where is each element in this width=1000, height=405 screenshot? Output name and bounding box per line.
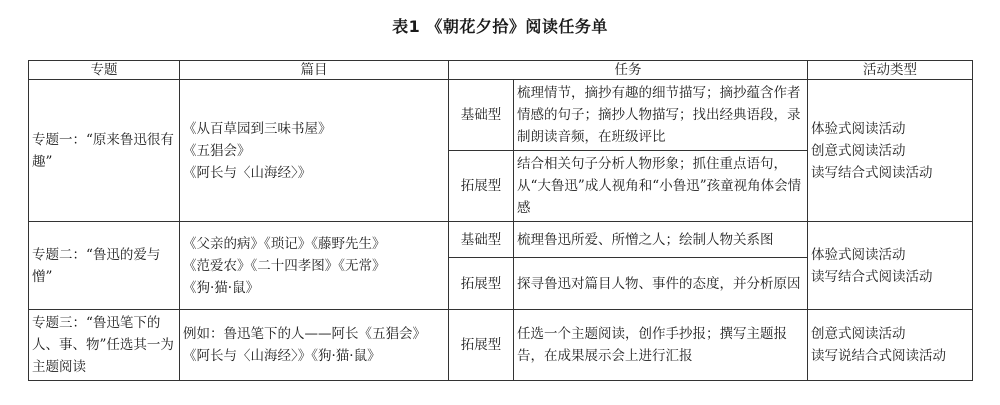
chapter-item: 《狗·猫·鼠》 [183,279,260,296]
activity-item: 读写说结合式阅读活动 [811,348,946,364]
header-chapters: 篇目 [180,61,449,80]
activity-cell [808,222,973,310]
task-type: 拓展型 [449,151,514,222]
chapters-cell: 例如：鲁迅笔下的人——阿长《五猖会》《阿长与〈山海经〉》《狗·猫·鼠》 [180,310,449,381]
header-activity: 活动类型 [808,61,973,80]
header-row [29,61,973,80]
chapter-item: 《阿长与〈山海经〉》 [183,164,312,181]
activity-item: 读写结合式阅读活动 [811,268,933,285]
table-row [29,222,973,258]
task-type: 拓展型 [449,310,514,381]
task-type: 基础型 [449,80,514,151]
chapter-item: 《范爱农》《二十四孝图》《无常》 [183,257,386,274]
activity-cell [808,310,973,381]
activity-item: 体验式阅读活动 [811,120,906,137]
task-table [28,60,973,381]
activity-item: 读写结合式阅读活动 [811,164,933,181]
chapters-cell [180,80,449,222]
task-text: 探寻鲁迅对篇目人物、事件的态度，并分析原因 [514,258,808,310]
chapters-cell [180,222,449,310]
table-row [29,310,973,381]
chapter-item: 《父亲的病》《琐记》《藤野先生》 [183,235,386,252]
chapter-item: 《五猖会》 [183,142,251,159]
task-type: 拓展型 [449,258,514,310]
task-text: 梳理鲁迅所爱、所憎之人；绘制人物关系图 [514,222,808,258]
activity-item: 创意式阅读活动 [811,326,906,342]
activity-item: 创意式阅读活动 [811,142,906,159]
chapter-item: 《从百草园到三味书屋》 [183,120,332,137]
table-row [29,80,973,151]
topic-cell: 专题三：“鲁迅笔下的人、事、物”任选其一为主题阅读 [29,310,180,381]
table-title: 表1 《朝花夕拾》阅读任务单 [392,17,608,36]
activity-cell [808,80,973,222]
task-text: 任选一个主题阅读，创作手抄报；撰写主题报告，在成果展示会上进行汇报 [514,310,808,381]
header-task: 任务 [449,61,808,80]
task-text: 结合相关句子分析人物形象；抓住重点语句，从“大鲁迅”成人视角和“小鲁迅”孩童视角体会情感 [514,151,808,222]
topic-cell: 专题一：“原来鲁迅很有趣” [29,80,180,222]
activity-item: 体验式阅读活动 [811,246,906,263]
task-type: 基础型 [449,222,514,258]
topic-cell: 专题二：“鲁迅的爱与憎” [29,222,180,310]
task-text: 梳理情节，摘抄有趣的细节描写；摘抄蕴含作者情感的句子；摘抄人物描写；找出经典语段，录制朗读音频，在班级评比 [514,80,808,151]
header-topic: 专题 [29,61,180,80]
